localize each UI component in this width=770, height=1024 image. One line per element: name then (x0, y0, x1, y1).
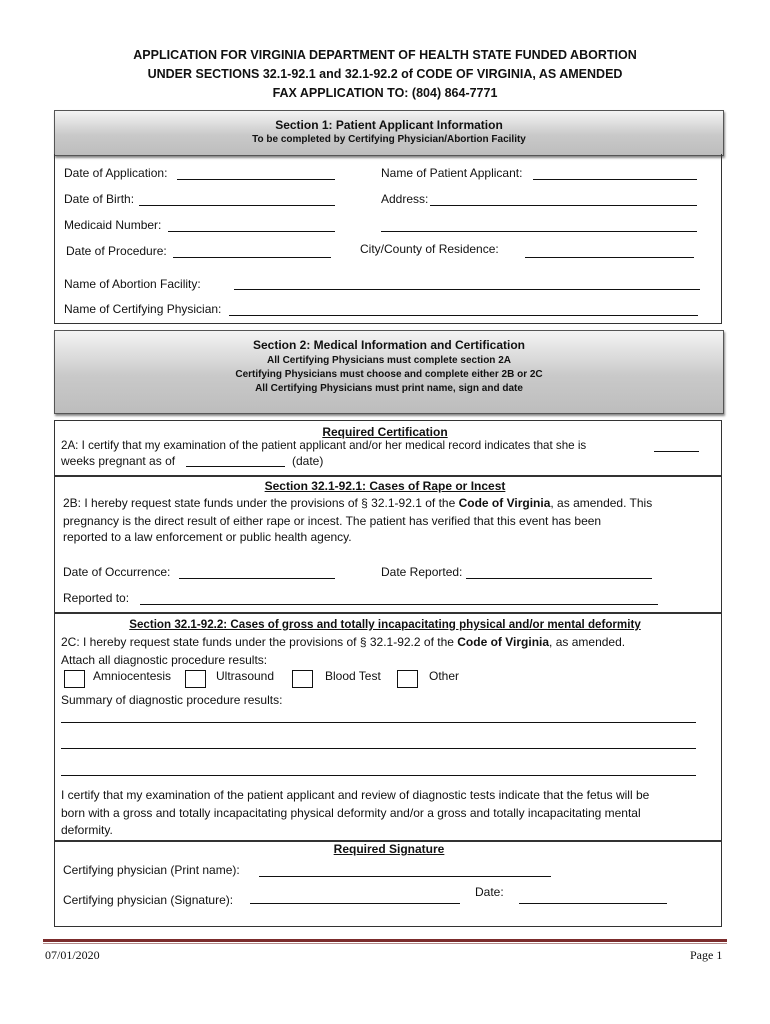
section2-header (54, 330, 724, 414)
section2-title: Section 2: Medical Information and Certification (252, 338, 526, 352)
abortion-facility-label: Name of Abortion Facility: (64, 277, 201, 291)
section2b-line2: pregnancy is the direct result of either rape or incest. The patient has verified that this event has been (63, 514, 602, 528)
title-line-3: FAX APPLICATION TO: (804) 864-7771 (272, 86, 498, 100)
footer-page-number: Page 1 (690, 948, 723, 962)
other-checkbox[interactable] (397, 670, 418, 688)
section2c-heading: Section 32.1-92.2: Cases of gross and totally incapacitating physical and/or mental deformity (129, 618, 641, 631)
document-title (0, 46, 770, 103)
date-of-procedure-field[interactable] (173, 257, 331, 258)
date-of-procedure-label: Date of Procedure: (66, 244, 167, 258)
medicaid-number-label: Medicaid Number: (64, 218, 162, 232)
code-of-virginia-2b: Code of Virginia (458, 496, 551, 510)
signature-heading: Required Signature (333, 842, 445, 856)
city-county-label: City/County of Residence: (360, 242, 499, 256)
section1-subtitle: To be completed by Certifying Physician/Abortion Facility (252, 134, 526, 145)
section2b-heading: Section 32.1-92.1: Cases of Rape or Incest (264, 479, 506, 493)
section2c-cert-line2: born with a gross and totally incapacitating physical deformity and/or a gross and totally incapacitating mental (61, 806, 641, 820)
date-of-application-label: Date of Application: (64, 166, 168, 180)
reported-to-label: Reported to: (63, 591, 130, 605)
date-of-birth-label: Date of Birth: (64, 192, 135, 206)
section2b-line3: reported to a law enforcement or public health agency. (63, 530, 352, 544)
certifying-physician-field[interactable] (229, 315, 698, 316)
section2-note-3: All Certifying Physicians must print name, sign and date (255, 383, 523, 394)
section2b-line1 (63, 496, 652, 510)
date-reported-field[interactable] (466, 578, 652, 579)
date-of-occurrence-field[interactable] (179, 578, 335, 579)
address-field-line2[interactable] (381, 231, 697, 232)
amniocentesis-label: Amniocentesis (93, 669, 172, 683)
ultrasound-checkbox[interactable] (185, 670, 206, 688)
footer-rule (43, 939, 727, 942)
date-of-occurrence-label: Date of Occurrence: (63, 565, 171, 579)
section2b-line1-part3: , as amended. This (550, 496, 653, 510)
section1-header (54, 110, 724, 156)
summary-line-3[interactable] (61, 775, 696, 776)
print-name-field[interactable] (259, 876, 551, 877)
footer-rule-shadow (43, 943, 727, 944)
section2c-cert-line1: I certify that my examination of the patient applicant and review of diagnostic tests indicate that the fetus will be (61, 788, 650, 802)
blood-test-checkbox[interactable] (292, 670, 313, 688)
date-of-application-field[interactable] (177, 179, 335, 180)
section2a-line2a: weeks pregnant as of (61, 454, 176, 468)
summary-label: Summary of diagnostic procedure results: (61, 693, 283, 707)
code-of-virginia-2c: Code of Virginia (457, 635, 550, 649)
section2c-line1-part3: , as amended. (549, 635, 626, 649)
title-line-1: APPLICATION FOR VIRGINIA DEPARTMENT OF HEALTH STATE FUNDED ABORTION (133, 48, 637, 62)
section2a-heading: Required Certification (322, 425, 448, 439)
section2-note-2: Certifying Physicians must choose and complete either 2B or 2C (235, 369, 543, 380)
signature-field[interactable] (250, 903, 460, 904)
section2c-line1-part1: 2C: I hereby request state funds under the provisions of § 32.1-92.2 of the (61, 635, 458, 649)
amniocentesis-checkbox[interactable] (64, 670, 85, 688)
footer-date: 07/01/2020 (45, 948, 100, 962)
reported-to-field[interactable] (140, 604, 658, 605)
signature-date-field[interactable] (519, 903, 667, 904)
section2-note-1: All Certifying Physicians must complete section 2A (267, 355, 511, 366)
patient-name-label: Name of Patient Applicant: (381, 166, 523, 180)
summary-line-2[interactable] (61, 748, 696, 749)
certifying-physician-label: Name of Certifying Physician: (64, 302, 222, 316)
date-of-birth-field[interactable] (139, 205, 335, 206)
abortion-facility-field[interactable] (234, 289, 700, 290)
section1-title: Section 1: Patient Applicant Information (275, 118, 503, 132)
ultrasound-label: Ultrasound (216, 669, 275, 683)
attach-results-label: Attach all diagnostic procedure results: (61, 653, 268, 667)
medicaid-number-field[interactable] (168, 231, 335, 232)
section2b-line1-part1: 2B: I hereby request state funds under the provisions of § 32.1-92.1 of the (63, 496, 459, 510)
section2a-line2b: (date) (292, 454, 324, 468)
address-label: Address: (381, 192, 429, 206)
section2a-line1: 2A: I certify that my examination of the patient applicant and/or her medical record indicates that she is (61, 439, 587, 452)
signature-date-label: Date: (475, 885, 504, 899)
date-reported-label: Date Reported: (381, 565, 463, 579)
summary-line-1[interactable] (61, 722, 696, 723)
signature-label: Certifying physician (Signature): (63, 893, 234, 907)
city-county-field[interactable] (525, 257, 694, 258)
title-line-2: UNDER SECTIONS 32.1-92.1 and 32.1-92.2 of CODE OF VIRGINIA, AS AMENDED (147, 67, 623, 81)
weeks-pregnant-field[interactable] (654, 451, 699, 452)
print-name-label: Certifying physician (Print name): (63, 863, 240, 877)
patient-name-field[interactable] (533, 179, 697, 180)
other-label: Other (429, 669, 460, 683)
address-field[interactable] (430, 205, 697, 206)
section2c-line1 (61, 635, 625, 649)
blood-test-label: Blood Test (325, 669, 381, 683)
pregnancy-date-field[interactable] (186, 466, 285, 467)
section2c-cert-line3: deformity. (61, 823, 113, 837)
